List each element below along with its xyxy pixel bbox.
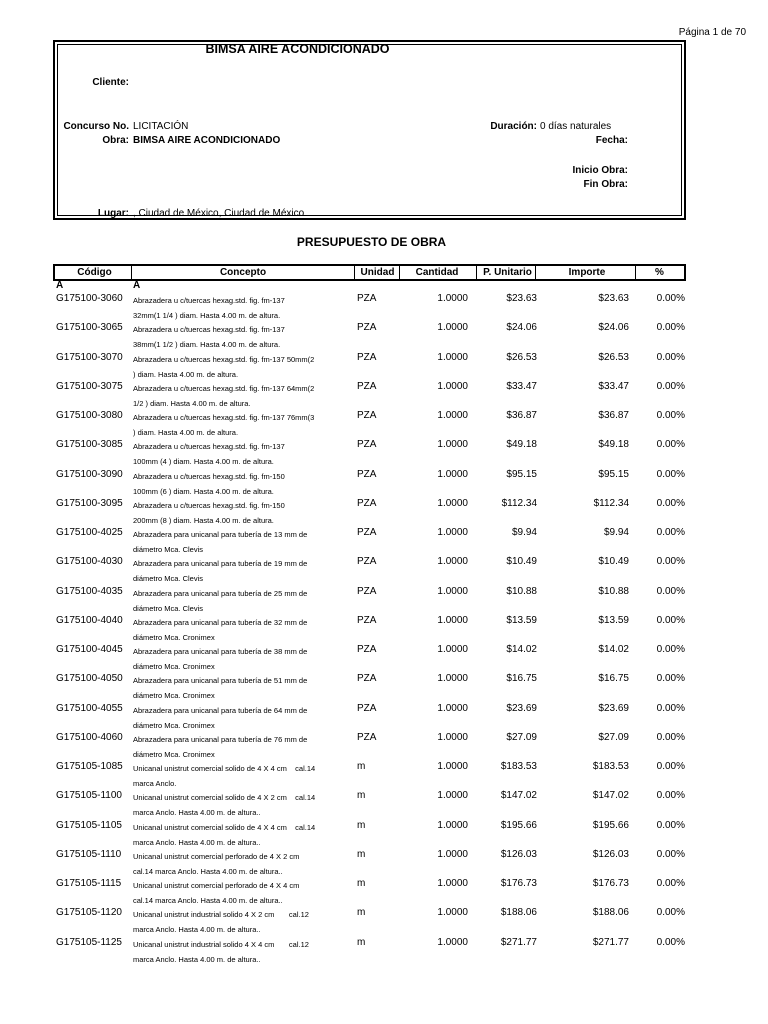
item-quantity: 1.0000 <box>437 936 468 948</box>
concurso-value: LICITACIÓN <box>133 121 189 132</box>
item-percent: 0.00% <box>656 293 685 304</box>
item-concept <box>133 352 358 382</box>
item-concept-line: 100mm (4 ) diam. Hasta 4.00 m. de altura. <box>133 457 274 467</box>
item-unit-price: $23.63 <box>506 293 537 304</box>
col-p-unitario: P. Unitario <box>483 267 532 278</box>
item-concept-line: Abrazadera u c/tuercas hexag.std. fig. fm-150 <box>133 471 285 481</box>
obra-label: Obra: <box>102 135 129 146</box>
table-row <box>0 732 768 761</box>
item-amount: $13.59 <box>598 614 629 626</box>
item-amount: $27.09 <box>598 731 629 743</box>
item-percent: 0.00% <box>656 439 685 451</box>
item-concept <box>133 615 358 645</box>
table-row <box>0 849 768 878</box>
item-concept-line: Unicanal unistrut industrial solido 4 X 2 cm cal.12 <box>133 910 309 920</box>
item-concept-line: marca Anclo. Hasta 4.00 m. de altura.. <box>133 925 261 935</box>
item-code: G175105-1105 <box>56 819 122 831</box>
item-concept-line: diámetro Mca. Cronimex <box>133 720 215 730</box>
item-percent: 0.00% <box>656 673 685 685</box>
item-amount: $26.53 <box>598 351 629 363</box>
fecha-label: Fecha: <box>595 135 628 146</box>
table-row <box>0 761 768 790</box>
item-concept-line: ) diam. Hasta 4.00 m. de altura. <box>133 369 239 379</box>
item-concept-line: marca Anclo. <box>133 779 177 788</box>
item-quantity: 1.0000 <box>437 351 468 363</box>
item-concept-line: Unicanal unistrut comercial solido de 4 X 4 cm cal.14 <box>133 764 316 773</box>
item-concept-line: ) diam. Hasta 4.00 m. de altura. <box>133 428 239 437</box>
table-row <box>0 820 768 849</box>
table-row <box>0 937 768 966</box>
item-code: G175105-1115 <box>56 878 122 889</box>
item-concept-line: marca Anclo. Hasta 4.00 m. de altura.. <box>133 954 261 964</box>
item-concept <box>133 644 358 674</box>
item-amount: $9.94 <box>603 527 629 538</box>
item-percent: 0.00% <box>656 380 685 392</box>
item-quantity: 1.0000 <box>437 556 468 568</box>
item-concept-line: 32mm(1 1/4 ) diam. Hasta 4.00 m. de altura. <box>133 311 281 320</box>
table-header <box>53 264 686 281</box>
item-concept <box>133 907 358 937</box>
item-code: G175100-3060 <box>56 293 123 304</box>
item-code: G175105-1120 <box>56 907 122 919</box>
item-concept-line: marca Anclo. Hasta 4.00 m. de altura.. <box>133 837 261 847</box>
item-concept <box>133 498 358 528</box>
item-code: G175100-3095 <box>56 497 123 509</box>
table-row <box>0 439 768 468</box>
table-row <box>0 469 768 498</box>
item-code: G175100-4045 <box>56 644 123 655</box>
duracion-label: Duración: <box>490 121 537 132</box>
item-percent: 0.00% <box>656 410 685 421</box>
item-unit: m <box>357 761 366 772</box>
item-concept <box>133 673 358 703</box>
item-quantity: 1.0000 <box>437 673 468 685</box>
item-code: G175100-3070 <box>56 351 123 363</box>
item-unit: m <box>357 819 366 831</box>
item-unit-price: $271.77 <box>500 936 537 948</box>
item-quantity: 1.0000 <box>437 497 468 509</box>
item-concept-line: Unicanal unistrut industrial solido 4 X 4 cm cal.12 <box>133 939 309 949</box>
item-concept-line: cal.14 marca Anclo. Hasta 4.00 m. de altura.. <box>133 896 283 905</box>
table-row <box>0 498 768 527</box>
item-code: G175100-4040 <box>56 614 123 626</box>
item-percent: 0.00% <box>656 585 685 597</box>
item-unit-price: $27.09 <box>506 731 537 743</box>
col-porcentaje: % <box>655 267 664 278</box>
table-row <box>0 527 768 556</box>
item-unit: PZA <box>357 497 377 509</box>
page-number: Página 1 de 70 <box>678 27 746 38</box>
item-percent: 0.00% <box>656 468 685 480</box>
item-unit-price: $49.18 <box>506 439 537 451</box>
table-row <box>0 381 768 410</box>
item-code: G175105-1110 <box>56 848 122 860</box>
item-unit-price: $24.06 <box>506 322 537 334</box>
table-row <box>0 790 768 819</box>
col-cantidad: Cantidad <box>415 267 459 278</box>
item-concept-line: diámetro Mca. Cronimex <box>133 691 215 701</box>
item-code: G175105-1125 <box>56 936 122 948</box>
item-concept <box>133 322 358 352</box>
item-concept <box>133 381 358 411</box>
item-concept-line: Abrazadera para unicanal para tubería de 64 mm de <box>133 705 308 715</box>
item-concept <box>133 439 358 469</box>
item-concept-line: Abrazadera para unicanal para tubería de 38 mm de <box>133 647 308 656</box>
item-unit: PZA <box>357 380 377 392</box>
item-code: G175100-3075 <box>56 380 123 392</box>
item-concept <box>133 703 358 733</box>
fin-obra-label: Fin Obra: <box>583 179 628 190</box>
item-concept <box>133 586 358 616</box>
item-unit: PZA <box>357 702 377 714</box>
item-amount: $271.77 <box>592 936 629 948</box>
item-code: G175100-4025 <box>56 527 123 538</box>
item-unit: PZA <box>357 644 377 655</box>
item-quantity: 1.0000 <box>437 439 468 451</box>
item-concept-line: 100mm (6 ) diam. Hasta 4.00 m. de altura. <box>133 486 274 496</box>
item-quantity: 1.0000 <box>437 644 468 655</box>
table-row <box>0 586 768 615</box>
item-code: G175105-1085 <box>56 761 123 772</box>
item-percent: 0.00% <box>656 819 685 831</box>
item-unit-price: $10.88 <box>506 585 537 597</box>
table-row <box>0 556 768 585</box>
item-amount: $23.63 <box>598 293 629 304</box>
item-quantity: 1.0000 <box>437 322 468 334</box>
item-unit: PZA <box>357 556 377 568</box>
item-percent: 0.00% <box>656 322 685 334</box>
item-amount: $183.53 <box>592 761 629 772</box>
item-concept-line: Unicanal unistrut comercial solido de 4 X 2 cm cal.14 <box>133 793 316 803</box>
item-concept-line: Abrazadera para unicanal para tubería de 19 mm de <box>133 559 308 569</box>
table-row <box>0 878 768 907</box>
table-row <box>0 673 768 702</box>
item-quantity: 1.0000 <box>437 527 468 538</box>
item-percent: 0.00% <box>656 761 685 772</box>
item-unit: PZA <box>357 731 377 743</box>
col-importe: Importe <box>568 267 606 278</box>
item-amount: $36.87 <box>598 410 629 421</box>
item-quantity: 1.0000 <box>437 585 468 597</box>
item-concept-line: diámetro Mca. Clevis <box>133 545 204 554</box>
item-concept-line: Abrazadera u c/tuercas hexag.std. fig. fm-137 64mm(2 <box>133 383 315 393</box>
concurso-label: Concurso No. <box>63 121 129 132</box>
item-amount: $33.47 <box>598 380 629 392</box>
item-percent: 0.00% <box>656 731 685 743</box>
item-code: G175100-3085 <box>56 439 123 451</box>
item-unit: PZA <box>357 439 377 451</box>
item-concept-line: Abrazadera para unicanal para tubería de 76 mm de <box>133 734 308 744</box>
item-concept <box>133 469 358 499</box>
item-unit-price: $26.53 <box>506 351 537 363</box>
col-concepto: Concepto <box>219 267 267 278</box>
item-unit-price: $13.59 <box>506 614 537 626</box>
item-percent: 0.00% <box>656 556 685 568</box>
item-unit: PZA <box>357 673 377 685</box>
item-percent: 0.00% <box>656 936 685 948</box>
item-unit: PZA <box>357 410 377 421</box>
item-amount: $24.06 <box>598 322 629 334</box>
item-code: G175105-1100 <box>56 790 122 802</box>
item-amount: $23.69 <box>598 702 629 714</box>
item-unit-price: $10.49 <box>506 556 537 568</box>
item-unit: m <box>357 790 366 802</box>
item-quantity: 1.0000 <box>437 878 468 889</box>
item-concept <box>133 410 358 440</box>
item-concept-line: 1/2 ) diam. Hasta 4.00 m. de altura. <box>133 398 251 408</box>
item-concept-line: diámetro Mca. Clevis <box>133 574 204 584</box>
item-unit-price: $33.47 <box>506 380 537 392</box>
item-percent: 0.00% <box>656 644 685 655</box>
item-code: G175100-4030 <box>56 556 123 568</box>
item-quantity: 1.0000 <box>437 468 468 480</box>
item-quantity: 1.0000 <box>437 702 468 714</box>
item-concept-line: Unicanal unistrut comercial perforado de 4 X 4 cm <box>133 881 300 890</box>
item-unit: PZA <box>357 293 377 304</box>
item-unit-price: $176.73 <box>500 878 537 889</box>
item-concept-line: Abrazadera para unicanal para tubería de 32 mm de <box>133 617 308 627</box>
item-concept-line: Abrazadera u c/tuercas hexag.std. fig. fm-137 76mm(3 <box>133 413 315 422</box>
item-amount: $10.49 <box>598 556 629 568</box>
item-concept <box>133 556 358 586</box>
table-row <box>0 352 768 381</box>
item-percent: 0.00% <box>656 527 685 538</box>
item-concept-line: 200mm (8 ) diam. Hasta 4.00 m. de altura. <box>133 515 274 525</box>
item-code: G175100-4060 <box>56 731 123 743</box>
item-percent: 0.00% <box>656 848 685 860</box>
item-unit-price: $95.15 <box>506 468 537 480</box>
item-concept-line: diámetro Mca. Cronimex <box>133 662 215 671</box>
item-code: G175100-3090 <box>56 468 123 480</box>
item-concept <box>133 937 358 967</box>
inicio-obra-label: Inicio Obra: <box>572 165 628 176</box>
item-unit: PZA <box>357 351 377 363</box>
item-concept-line: diámetro Mca. Cronimex <box>133 632 215 642</box>
item-concept-line: Abrazadera u c/tuercas hexag.std. fig. fm-137 <box>133 325 285 335</box>
item-percent: 0.00% <box>656 907 685 919</box>
item-quantity: 1.0000 <box>437 380 468 392</box>
item-amount: $188.06 <box>592 907 629 919</box>
item-code: G175100-4035 <box>56 585 123 597</box>
item-unit-price: $126.03 <box>500 848 537 860</box>
item-percent: 0.00% <box>656 790 685 802</box>
item-code: G175100-3080 <box>56 410 123 421</box>
item-percent: 0.00% <box>656 351 685 363</box>
item-amount: $49.18 <box>598 439 629 451</box>
item-concept-line: marca Anclo. Hasta 4.00 m. de altura.. <box>133 808 261 818</box>
item-unit-price: $183.53 <box>500 761 537 772</box>
item-unit-price: $188.06 <box>500 907 537 919</box>
item-quantity: 1.0000 <box>437 410 468 421</box>
item-unit: PZA <box>357 585 377 597</box>
item-amount: $176.73 <box>592 878 629 889</box>
col-codigo: Código <box>77 267 112 278</box>
item-amount: $112.34 <box>593 497 629 509</box>
item-quantity: 1.0000 <box>437 614 468 626</box>
item-concept <box>133 790 358 820</box>
item-unit: m <box>357 907 366 919</box>
item-unit-price: $36.87 <box>506 410 537 421</box>
item-unit: m <box>357 848 366 860</box>
item-unit-price: $16.75 <box>506 673 537 685</box>
item-quantity: 1.0000 <box>437 761 468 772</box>
duracion-value: 0 días naturales <box>540 121 612 132</box>
item-concept-line: Abrazadera u c/tuercas hexag.std. fig. fm-137 <box>133 442 285 452</box>
item-concept-line: diámetro Mca. Clevis <box>133 603 204 613</box>
item-unit-price: $9.94 <box>511 527 537 538</box>
item-amount: $10.88 <box>598 585 629 597</box>
item-concept-line: cal.14 marca Anclo. Hasta 4.00 m. de altura.. <box>133 866 283 876</box>
cliente-label: Cliente: <box>92 77 129 88</box>
item-concept-line: Abrazadera u c/tuercas hexag.std. fig. fm-137 <box>133 296 285 305</box>
item-concept-line: Abrazadera u c/tuercas hexag.std. fig. fm-150 <box>133 500 285 510</box>
table-row <box>0 293 768 322</box>
table-row <box>0 703 768 732</box>
item-unit: m <box>357 936 366 948</box>
lugar-value: , Ciudad de México, Ciudad de México <box>133 208 305 219</box>
item-concept-line: 38mm(1 1/2 ) diam. Hasta 4.00 m. de altura. <box>133 340 281 350</box>
document-title: PRESUPUESTO DE OBRA <box>296 235 447 249</box>
item-concept-line: Abrazadera para unicanal para tubería de 51 mm de <box>133 676 308 686</box>
table-row <box>0 615 768 644</box>
item-concept <box>133 849 358 879</box>
item-percent: 0.00% <box>656 497 685 509</box>
item-quantity: 1.0000 <box>437 293 468 304</box>
item-concept-line: Unicanal unistrut comercial perforado de 4 X 2 cm <box>133 851 300 861</box>
table-row <box>0 644 768 673</box>
item-quantity: 1.0000 <box>437 907 468 919</box>
item-concept-line: diámetro Mca. Cronimex <box>133 749 215 759</box>
item-concept-line: Unicanal unistrut comercial solido de 4 X 4 cm cal.14 <box>133 822 316 832</box>
item-amount: $195.66 <box>592 819 629 831</box>
item-quantity: 1.0000 <box>437 790 468 802</box>
group-concept: A <box>133 280 141 291</box>
item-quantity: 1.0000 <box>437 819 468 831</box>
item-code: G175100-4055 <box>56 702 123 714</box>
item-unit: PZA <box>357 614 377 626</box>
item-concept-line: Abrazadera para unicanal para tubería de 13 mm de <box>133 530 308 539</box>
table-row <box>0 410 768 439</box>
item-amount: $16.75 <box>598 673 629 685</box>
item-unit: m <box>357 878 366 889</box>
item-concept-line: Abrazadera u c/tuercas hexag.std. fig. fm-137 50mm(2 <box>133 354 315 364</box>
item-concept <box>133 527 358 557</box>
company-name: BIMSA AIRE ACONDICIONADO <box>205 42 390 56</box>
lugar-label: Lugar: <box>97 208 129 219</box>
table-row <box>0 907 768 936</box>
item-concept <box>133 878 358 908</box>
item-amount: $14.02 <box>598 644 629 655</box>
item-percent: 0.00% <box>656 878 685 889</box>
item-code: G175100-3065 <box>56 322 123 334</box>
item-unit-price: $14.02 <box>506 644 537 655</box>
item-concept <box>133 820 358 850</box>
item-unit: PZA <box>357 322 377 334</box>
item-concept <box>133 293 358 323</box>
item-amount: $147.02 <box>592 790 629 802</box>
col-unidad: Unidad <box>360 267 395 278</box>
item-amount: $126.03 <box>592 848 629 860</box>
item-unit-price: $112.34 <box>501 497 537 509</box>
item-concept-line: Abrazadera para unicanal para tubería de 25 mm de <box>133 588 308 598</box>
item-unit-price: $195.66 <box>500 819 537 831</box>
item-concept <box>133 761 358 791</box>
group-code: A <box>56 280 64 291</box>
item-quantity: 1.0000 <box>437 848 468 860</box>
item-code: G175100-4050 <box>56 673 123 685</box>
item-percent: 0.00% <box>656 702 685 714</box>
item-unit-price: $147.02 <box>500 790 537 802</box>
item-unit: PZA <box>357 527 377 538</box>
obra-value: BIMSA AIRE ACONDICIONADO <box>133 135 281 146</box>
item-quantity: 1.0000 <box>437 731 468 743</box>
item-unit: PZA <box>357 468 377 480</box>
item-percent: 0.00% <box>656 614 685 626</box>
table-row <box>0 322 768 351</box>
item-unit-price: $23.69 <box>506 702 537 714</box>
item-amount: $95.15 <box>598 468 629 480</box>
item-concept <box>133 732 358 762</box>
